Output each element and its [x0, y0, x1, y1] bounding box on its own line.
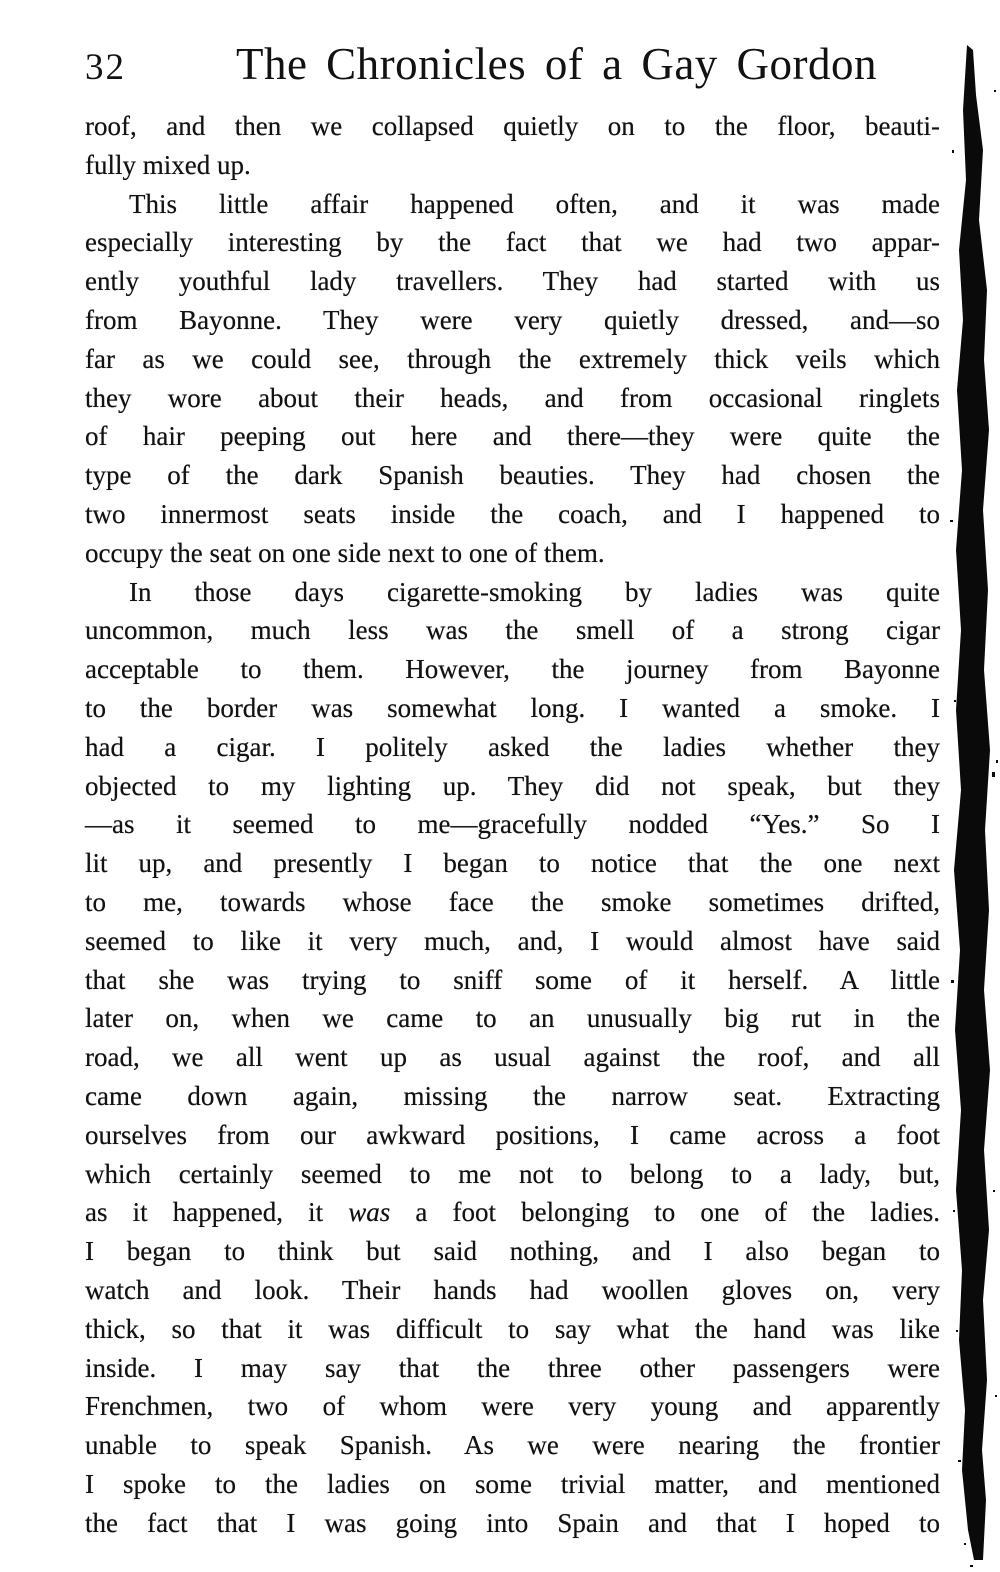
paragraph — [85, 185, 940, 573]
text-line: especially interesting by the fact that we had two appar- — [85, 227, 940, 258]
page-number: 32 — [85, 47, 126, 88]
text-line: two innermost seats inside the coach, and I happened to — [85, 498, 940, 529]
text-line: from Bayonne. They were very quietly dressed, and—so — [85, 304, 940, 335]
text-line: objected to my lighting up. They did not speak, but they — [85, 770, 940, 801]
text-line: I spoke to the ladies on some trivial matter, and mentioned — [85, 1468, 940, 1499]
text-line: In those days cigarette-smoking by ladies was quite — [129, 576, 940, 607]
text-line: later on, when we came to an unusually big rut in the — [85, 1003, 940, 1034]
italic-text: was — [348, 1197, 391, 1228]
page-header — [85, 38, 940, 96]
text-line: thick, so that it was difficult to say what the hand was like — [85, 1313, 940, 1344]
text-line: type of the dark Spanish beauties. They had chosen the — [85, 460, 940, 491]
text-line: Frenchmen, two of whom were very young and apparently — [85, 1391, 940, 1422]
paragraph — [85, 573, 940, 1543]
text-line: of hair peeping out here and there—they were quite the — [85, 421, 940, 452]
page-title: The Chronicles of a Gay Gordon — [235, 39, 878, 89]
text-line: unable to speak Spanish. As we were nearing the frontier — [85, 1430, 940, 1461]
text-line: came down again, missing the narrow seat. Extracting — [85, 1080, 940, 1111]
text-segment: a foot belonging to one of the ladies. — [390, 1197, 941, 1228]
text-line: to me, towards whose face the smoke sometimes drifted, — [85, 886, 940, 917]
text-line: far as we could see, through the extremely thick veils which — [85, 343, 940, 374]
text-line: acceptable to them. However, the journey from Bayonne — [85, 654, 940, 685]
text-line: they wore about their heads, and from occasional ringlets — [85, 382, 940, 413]
text-line: lit up, and presently I began to notice that the one next — [85, 848, 940, 879]
text-line: to the border was somewhat long. I wanted a smoke. I — [85, 692, 940, 723]
text-line: roof, and then we collapsed quietly on to the floor, beauti- — [85, 111, 940, 141]
text-line: seemed to like it very much, and, I would almost have said — [85, 925, 940, 956]
text-line: I began to think but said nothing, and I also began to — [85, 1236, 940, 1267]
text-line: watch and look. Their hands had woollen gloves on, very — [85, 1274, 940, 1305]
text-segment: as it happened, it — [85, 1197, 349, 1228]
text-line: ourselves from our awkward positions, I came across a foot — [85, 1119, 940, 1150]
text-line: that she was trying to sniff some of it herself. A little — [85, 964, 940, 995]
book-edge-shadow — [950, 0, 1000, 1572]
text-line: inside. I may say that the three other passengers were — [85, 1352, 940, 1383]
text-line: had a cigar. I politely asked the ladies whether they — [85, 731, 940, 762]
text-line: This little affair happened often, and it was made — [129, 188, 940, 219]
text-line: —as it seemed to me—gracefully nodded “Yes.” So I — [85, 809, 940, 840]
text-line: ently youthful lady travellers. They had started with us — [85, 266, 940, 297]
text-line: which certainly seemed to me not to belong to a lady, but, — [85, 1158, 940, 1189]
text-line: road, we all went up as usual against the roof, and all — [85, 1042, 940, 1073]
text-line: occupy the seat on one side next to one of them. — [85, 537, 605, 568]
paragraph — [85, 107, 940, 185]
text-line: the fact that I was going into Spain and that I hoped to — [85, 1507, 940, 1538]
text-line — [85, 1193, 940, 1232]
page-body — [85, 107, 940, 1542]
text-line: fully mixed up. — [85, 149, 251, 180]
text-line: uncommon, much less was the smell of a strong cigar — [85, 615, 940, 646]
